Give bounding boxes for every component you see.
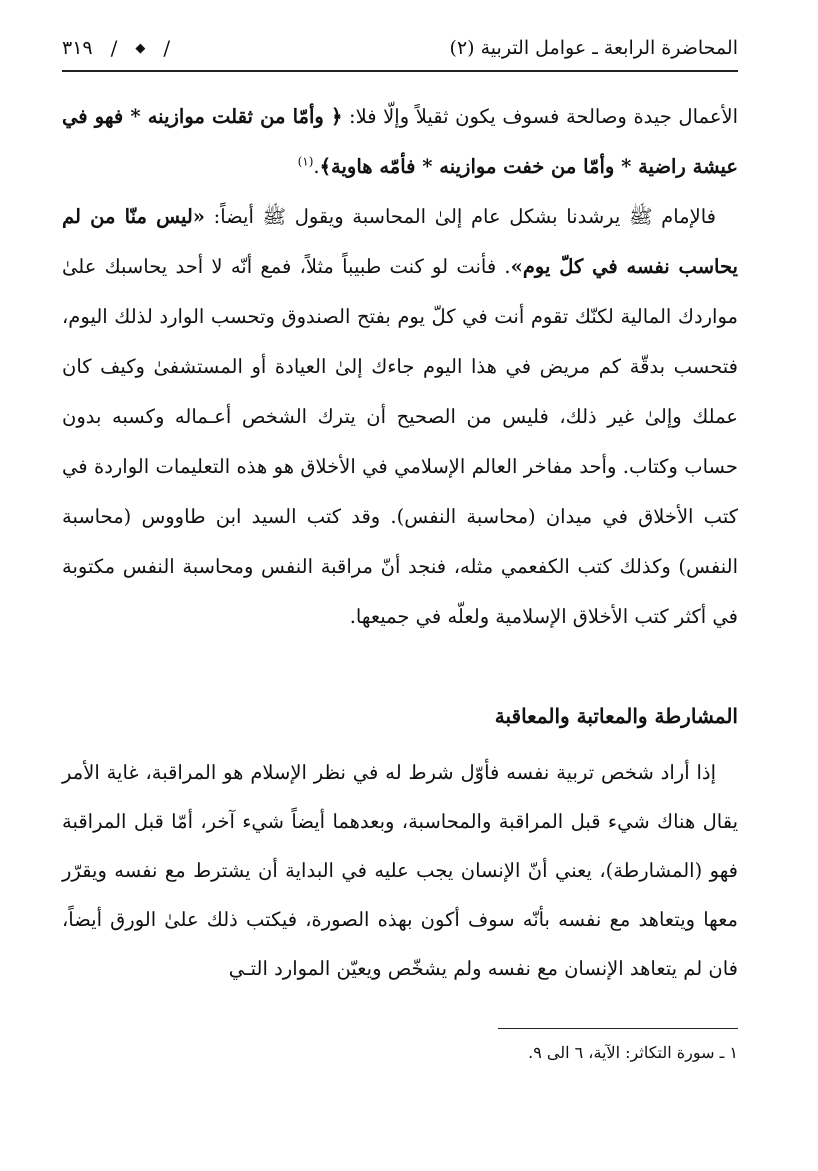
header-divider [62,70,738,72]
footnote-divider [498,1028,738,1029]
paragraph-text: . فأنت لو كنت طبيباً مثلاً، فمع أنّه لا أحد يحاسبك علىٰ مواردك المالية لكنّك تقوم أنت في كلّ يوم بفتح الصندوق وتحسب الوارد لذلك اليوم، فتحسب بدقّة كم مريض في هذا اليوم جاءك إلىٰ العيادة أو المستشفىٰ وكيف كان عملك وإلىٰ غير ذلك، فليس من الصحيح أن يترك الشخص أعـماله وكسبه بدون حساب وكتاب. وأحد مفاخر العالم الإسلامي في الأخلاق هو هذه التعليمات الواردة في كتب الأخلاق في ميدان (محاسبة النفس). وقد كتب السيد ابن طاووس (محاسبة النفس) وكذلك كتب الكفعمي مثله، فنجد أنّ مراقبة النفس ومحاسبة النفس مكتوبة في أكثر كتب الأخلاق الإسلامية ولعلّه في جميعها. [62,255,738,628]
paragraph-text: فالإمام ﷺ يرشدنا بشكل عام إلىٰ المحاسبة ويقول ﷺ أيضاً: [205,205,716,228]
main-text-block [62,92,738,642]
paragraph [62,92,738,192]
header-separator: / [163,36,171,60]
hadith-quote: «ليس منّا من لم يحاسب نفسه في كلّ يوم» [62,205,738,278]
diamond-icon: ◆ [135,40,146,56]
page-number: ٣١٩ [62,37,93,59]
section-text-block [62,748,738,993]
header-page-info [62,36,170,60]
paragraph-text: . [313,155,320,178]
section-heading: المشارطة والمعاتبة والمعاقبة [494,704,738,728]
paragraph [62,192,738,642]
paragraph-text: الأعمال جيدة وصالحة فسوف يكون ثقيلاً وإلّا فلا: [342,105,738,128]
quran-quote: ﴿ وأمّا من ثقلت موازينه * فهو في عيشة راضية * وأمّا من خفت موازينه * فأمّه هاوية﴾ [62,105,738,178]
header-title: المحاضرة الرابعة ـ عوامل التربية (٢) [449,37,738,59]
running-header [62,28,738,68]
footnote: ١ ـ سورة التكاثر: الآية، ٦ الى ٩. [528,1043,738,1062]
footnote-marker: (١) [297,154,314,169]
paragraph: إذا أراد شخص تربية نفسه فأوّل شرط له في نظر الإسلام هو المراقبة، غاية الأمر يقال هناك شيء قبل المراقبة والمحاسبة، وبعدهما أيضاً شيء آخر، أمّا قبل المراقبة فهو (المشارطة)، يعني أنّ الإنسان يجب عليه في البداية أن يشترط مع نفسه ويقرّر معها ويتعاهد مع نفسه بأنّه سوف أكون بهذه الصورة، فيكتب ذلك علىٰ الورق أيضاً، فان لم يتعاهد الإنسان مع نفسه ولم يشخّص ويعيّن الموارد التـي [62,761,738,980]
header-separator: / [110,36,118,60]
